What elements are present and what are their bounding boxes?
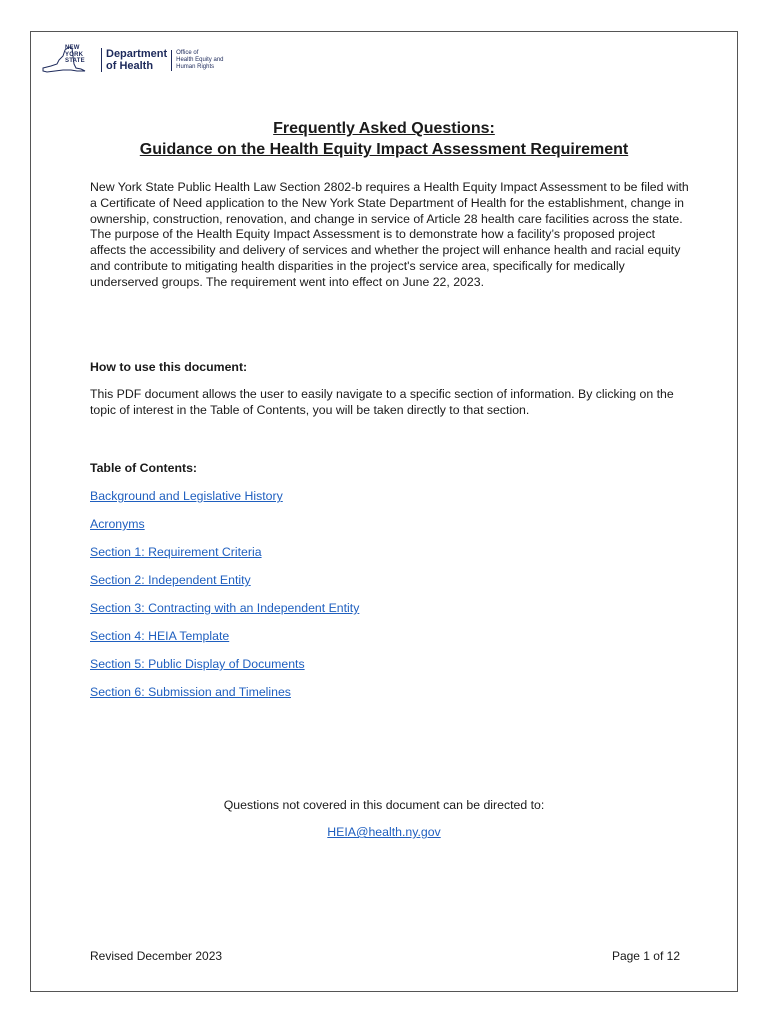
toc-link-section-4[interactable]: Section 4: HEIA Template xyxy=(90,629,230,643)
toc-link-section-2[interactable]: Section 2: Independent Entity xyxy=(90,573,251,587)
new-york-state-outline-icon xyxy=(41,44,99,76)
office-wordmark: Office of Health Equity and Human Rights xyxy=(171,50,223,71)
table-of-contents xyxy=(90,488,359,712)
toc-item xyxy=(90,628,359,656)
toc-link-section-6[interactable]: Section 6: Submission and Timelines xyxy=(90,685,291,699)
toc-item xyxy=(90,600,359,628)
intro-paragraph: New York State Public Health Law Section 2802-b requires a Health Equity Impact Assessment to be filed with a Certificate of Need application to the New York State Department of Health for the establishment, change in ownership, construction, renovation, and change in service of Article 28 health care facilities across the state. The purpose of the Health Equity Impact Assessment is to demonstrate how a facility’s proposed project affects the accessibility and delivery of services and whether the project will enhance health and racial equity and contribute to mitigating health disparities in the project's service area, specifically for medically underserved groups. The requirement went into effect on June 22, 2023. xyxy=(90,180,689,289)
toc-link-section-1[interactable]: Section 1: Requirement Criteria xyxy=(90,545,262,559)
nys-doh-logo xyxy=(41,42,224,78)
toc-item xyxy=(90,544,359,572)
revised-date: Revised December 2023 xyxy=(90,949,223,963)
toc-item xyxy=(90,516,359,544)
toc-item xyxy=(90,488,359,516)
page-number: Page 1 of 12 xyxy=(611,949,680,963)
contact-email-line xyxy=(31,825,737,839)
toc-link-section-5[interactable]: Section 5: Public Display of Documents xyxy=(90,657,305,671)
title-line-2: Guidance on the Health Equity Impact Assessment Requirement xyxy=(139,141,629,158)
how-to-heading: How to use this document: xyxy=(90,360,248,374)
toc-item xyxy=(90,572,359,600)
toc-item xyxy=(90,656,359,684)
contact-question: Questions not covered in this document can be directed to: xyxy=(223,798,545,812)
toc-heading: Table of Contents: xyxy=(90,461,198,475)
toc-link-acronyms[interactable]: Acronyms xyxy=(90,517,145,531)
toc-link-section-3[interactable]: Section 3: Contracting with an Independent Entity xyxy=(90,601,360,615)
how-to-paragraph: This PDF document allows the user to easily navigate to a specific section of information. By clicking on the topic of interest in the Table of Contents, you will be taken directly to that section. xyxy=(90,387,674,417)
document-page xyxy=(30,31,738,992)
nys-wordmark: NEW YORK STATE xyxy=(65,45,85,64)
toc-link-background[interactable]: Background and Legislative History xyxy=(90,489,283,503)
department-wordmark: Department of Health xyxy=(101,48,167,72)
title-line-1: Frequently Asked Questions: xyxy=(273,120,495,137)
toc-item xyxy=(90,684,359,712)
contact-email-link[interactable]: HEIA@health.ny.gov xyxy=(327,825,441,839)
document-title xyxy=(31,118,737,160)
